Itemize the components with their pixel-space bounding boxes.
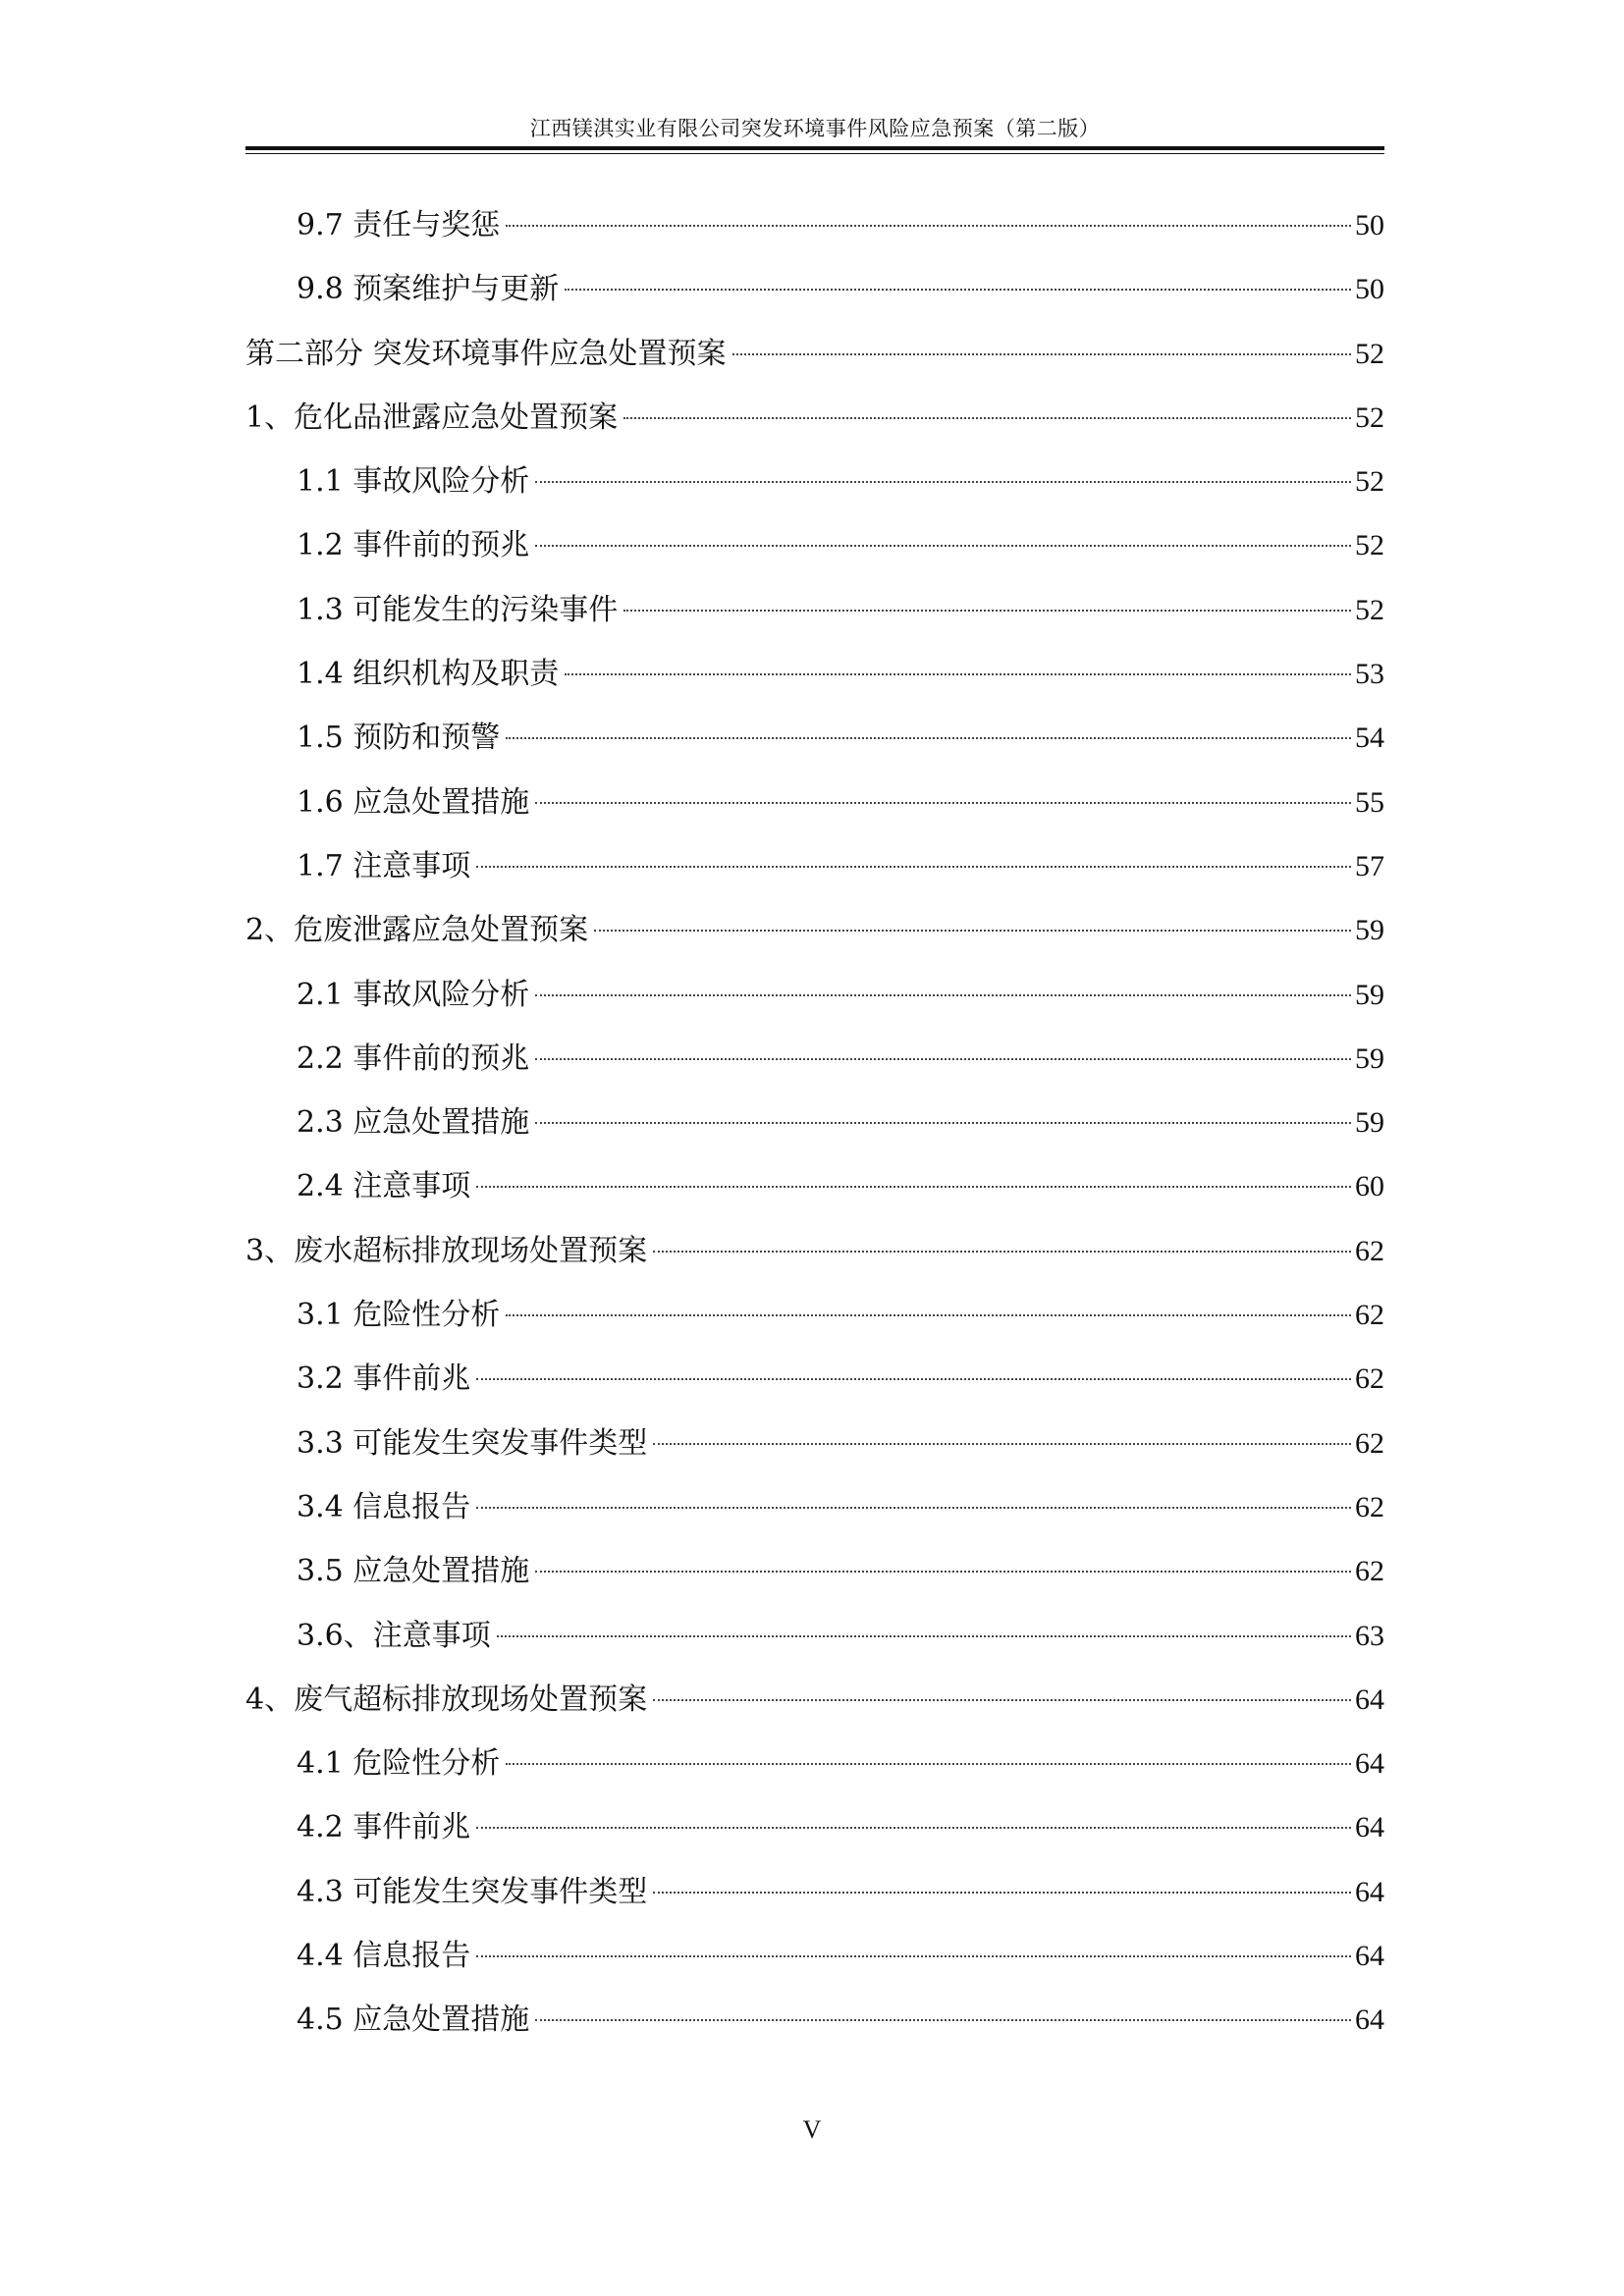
toc-entry[interactable] (245, 719, 1384, 782)
toc-entry-label: 1.2 事件前的预兆 (297, 528, 530, 563)
toc-entry-page-number: 57 (1355, 849, 1384, 882)
toc-entry-label: 1.4 组织机构及职责 (297, 657, 560, 692)
page-number: V (802, 2115, 822, 2144)
toc-entry-page-number: 50 (1355, 209, 1384, 241)
toc-entry-page-number: 62 (1355, 1299, 1384, 1332)
toc-entry-page-number: 52 (1355, 400, 1384, 434)
toc-entry[interactable] (245, 976, 1384, 1040)
toc-entry-page-number: 64 (1355, 1875, 1384, 1908)
toc-dot-leader (535, 1058, 1351, 1060)
toc-entry[interactable] (245, 1424, 1384, 1488)
toc-entry-label: 2.3 应急处置措施 (297, 1105, 530, 1141)
toc-dot-leader (535, 1571, 1351, 1573)
toc-dot-leader (653, 1699, 1351, 1701)
toc-entry-label: 1.5 预防和预警 (297, 721, 501, 756)
toc-dot-leader (476, 1955, 1351, 1957)
toc-entry-page-number: 52 (1355, 465, 1384, 499)
toc-entry-page-number: 64 (1355, 2003, 1384, 2037)
toc-entry-label: 1.7 注意事项 (297, 848, 471, 883)
toc-dot-leader (565, 673, 1351, 675)
toc-entry-page-number: 52 (1355, 337, 1384, 370)
toc-entry[interactable] (245, 1040, 1384, 1103)
toc-dot-leader (506, 225, 1351, 227)
toc-entry[interactable] (245, 1167, 1384, 1231)
toc-entry-label: 2.4 注意事项 (297, 1169, 471, 1204)
toc-entry[interactable] (245, 1488, 1384, 1552)
toc-entry[interactable] (245, 2001, 1384, 2064)
toc-entry[interactable] (245, 462, 1384, 526)
toc-entry-page-number: 62 (1355, 1490, 1384, 1523)
toc-entry-page-number: 55 (1355, 785, 1384, 819)
toc-entry-label: 4.3 可能发生突发事件类型 (297, 1874, 648, 1909)
toc-dot-leader (535, 1122, 1351, 1124)
toc-entry-label: 3.1 危险性分析 (297, 1298, 501, 1333)
toc-dot-leader (535, 802, 1351, 804)
toc-entry-label: 9.7 责任与奖惩 (297, 208, 501, 242)
toc-dot-leader (476, 1378, 1351, 1380)
toc-dot-leader (565, 289, 1351, 291)
toc-entry-label: 1、危化品泄露应急处置预案 (245, 400, 619, 435)
toc-entry[interactable] (245, 399, 1384, 462)
toc-entry-label: 4、废气超标排放现场处置预案 (245, 1682, 648, 1717)
toc-entry-page-number: 62 (1355, 1426, 1384, 1460)
toc-dot-leader (594, 930, 1351, 932)
toc-entry-page-number: 52 (1355, 529, 1384, 562)
toc-dot-leader (476, 1507, 1351, 1509)
toc-entry-label: 4.5 应急处置措施 (297, 2002, 530, 2038)
toc-dot-leader (535, 481, 1351, 483)
toc-entry-page-number: 62 (1355, 1362, 1384, 1396)
toc-entry-label: 3.3 可能发生突发事件类型 (297, 1425, 648, 1461)
toc-entry[interactable] (245, 1937, 1384, 2001)
toc-entry[interactable] (245, 911, 1384, 975)
toc-dot-leader (497, 1635, 1351, 1637)
toc-entry[interactable] (245, 1808, 1384, 1872)
toc-entry-label: 3.6、注意事项 (297, 1618, 491, 1653)
toc-entry-label: 4.4 信息报告 (297, 1939, 471, 1974)
toc-dot-leader (623, 610, 1351, 612)
toc-entry-label: 3、废水超标排放现场处置预案 (245, 1233, 648, 1268)
toc-entry-page-number: 60 (1355, 1170, 1384, 1203)
toc-entry-label: 3.5 应急处置措施 (297, 1554, 530, 1589)
toc-dot-leader (506, 1763, 1351, 1765)
toc-entry-label: 2.1 事故风险分析 (297, 977, 530, 1012)
toc-entry-label: 1.3 可能发生的污染事件 (297, 592, 619, 627)
toc-entry[interactable] (245, 1744, 1384, 1808)
toc-dot-leader (476, 1827, 1351, 1829)
toc-entry[interactable] (245, 206, 1384, 270)
toc-entry[interactable] (245, 783, 1384, 847)
toc-entry-page-number: 64 (1355, 1682, 1384, 1716)
toc-dot-leader (506, 737, 1351, 739)
toc-entry-page-number: 63 (1355, 1619, 1384, 1652)
toc-entry[interactable] (245, 1103, 1384, 1167)
toc-entry[interactable] (245, 1232, 1384, 1296)
toc-entry[interactable] (245, 591, 1384, 655)
toc-entry-label: 1.6 应急处置措施 (297, 784, 530, 820)
toc-dot-leader (653, 1892, 1351, 1894)
header-divider-thick (245, 146, 1384, 150)
toc-entry-page-number: 59 (1355, 978, 1384, 1011)
toc-dot-leader (506, 1314, 1351, 1316)
toc-entry-label: 2.2 事件前的预兆 (297, 1041, 530, 1076)
toc-entry[interactable] (245, 655, 1384, 719)
toc-entry-page-number: 59 (1355, 1041, 1384, 1075)
toc-entry-page-number: 59 (1355, 914, 1384, 947)
toc-entry[interactable] (245, 1681, 1384, 1744)
toc-entry-page-number: 59 (1355, 1106, 1384, 1140)
toc-entry-label: 3.2 事件前兆 (297, 1362, 471, 1397)
toc-entry-page-number: 64 (1355, 1940, 1384, 1973)
toc-entry-label: 9.8 预案维护与更新 (297, 272, 560, 307)
toc-entry-page-number: 62 (1355, 1234, 1384, 1267)
toc-dot-leader (535, 2019, 1351, 2021)
toc-dot-leader (535, 994, 1351, 996)
toc-dot-leader (732, 353, 1351, 355)
table-of-contents (245, 206, 1384, 2065)
toc-entry-page-number: 64 (1355, 1811, 1384, 1844)
toc-entry-page-number: 50 (1355, 273, 1384, 306)
toc-entry[interactable] (245, 1296, 1384, 1360)
toc-entry-page-number: 52 (1355, 593, 1384, 626)
toc-entry-page-number: 64 (1355, 1747, 1384, 1781)
toc-entry[interactable] (245, 270, 1384, 334)
toc-dot-leader (535, 545, 1351, 547)
toc-entry[interactable] (245, 1617, 1384, 1681)
toc-entry[interactable] (245, 1873, 1384, 1937)
toc-entry-label: 4.2 事件前兆 (297, 1810, 471, 1845)
toc-entry-label: 3.4 信息报告 (297, 1489, 471, 1524)
toc-dot-leader (476, 1186, 1351, 1188)
toc-entry[interactable] (245, 335, 1384, 399)
toc-entry-label: 1.1 事故风险分析 (297, 464, 530, 500)
toc-entry-label: 第二部分 突发环境事件应急处置预案 (245, 336, 727, 371)
toc-dot-leader (476, 866, 1351, 868)
toc-entry-label: 4.1 危险性分析 (297, 1746, 501, 1782)
toc-entry-label: 2、危废泄露应急处置预案 (245, 913, 589, 948)
toc-dot-leader (653, 1251, 1351, 1253)
toc-entry[interactable] (245, 526, 1384, 590)
toc-dot-leader (623, 417, 1351, 419)
toc-entry-page-number: 53 (1355, 658, 1384, 691)
toc-entry[interactable] (245, 1360, 1384, 1423)
toc-entry-page-number: 62 (1355, 1555, 1384, 1588)
document-header-title: 江西镁淇实业有限公司突发环境事件风险应急预案（第二版） (529, 117, 1101, 140)
toc-entry-page-number: 54 (1355, 721, 1384, 755)
toc-dot-leader (653, 1443, 1351, 1445)
header-divider-thin (245, 153, 1384, 154)
toc-entry[interactable] (245, 1552, 1384, 1616)
toc-entry[interactable] (245, 847, 1384, 911)
